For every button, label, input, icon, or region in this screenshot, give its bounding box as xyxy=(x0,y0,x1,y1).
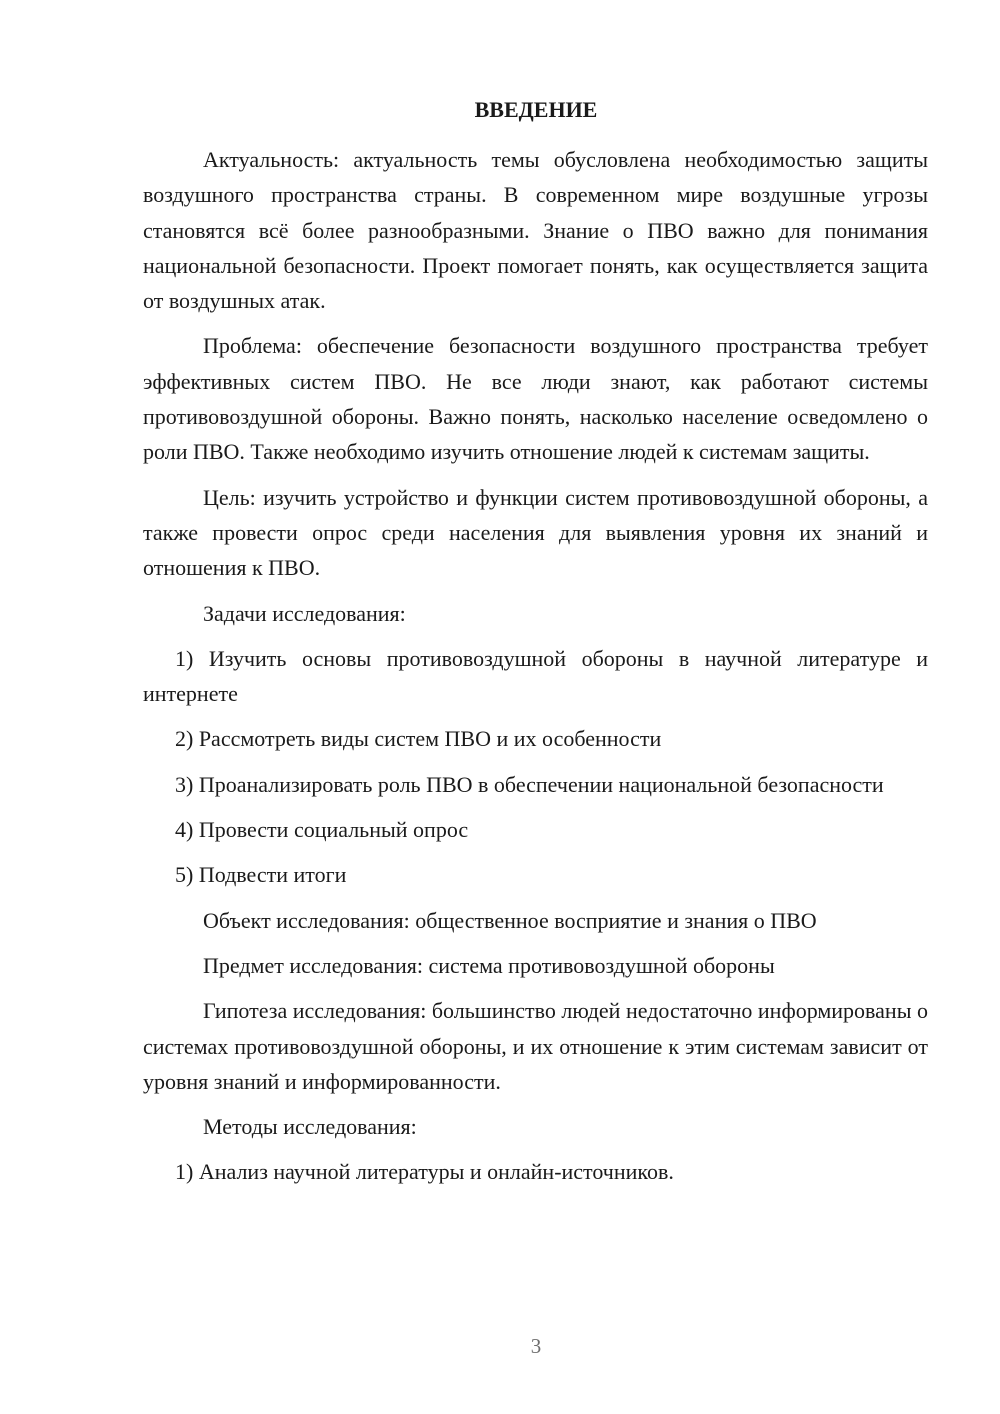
paragraph-object: Объект исследования: общественное восприятие и знания о ПВО xyxy=(203,907,817,933)
page-number: 3 xyxy=(530,1334,542,1358)
paragraph-subject: Предмет исследования: система противовоздушной обороны xyxy=(203,952,775,978)
page-title: ВВЕДЕНИЕ xyxy=(474,97,598,122)
paragraph-problem: Проблема: обеспечение безопасности воздушного пространства требует эффективных систем ПВО. Не все люди знают, как работают системы противовоздушной обороны. Важно понять, насколько население осведомлено о роли ПВО. Также необходимо изучить отношение людей к системам защиты. xyxy=(143,333,928,465)
paragraph-goal: Цель: изучить устройство и функции систем противовоздушной обороны, а также провести опрос среди населения для выявления уровня их знаний и отношения к ПВО. xyxy=(143,484,928,581)
paragraph-hypothesis: Гипотеза исследования: большинство людей недостаточно информированы о системах противовоздушной обороны, и их отношение к этим системам зависит от уровня знаний и информированности. xyxy=(143,998,928,1094)
document-body xyxy=(143,142,928,1200)
list-item: 1) Изучить основы противовоздушной обороны в научной литературе и интернете xyxy=(143,645,928,707)
paragraph-relevance: Актуальность: актуальность темы обусловлена необходимостью защиты воздушного пространства страны. В современном мире воздушные угрозы становятся всё более разнообразными. Знание о ПВО важно для понимания национальной безопасности. Проект помогает понять, как осуществляется защита от воздушных атак. xyxy=(143,147,928,314)
paragraph-methods-heading: Методы исследования: xyxy=(203,1114,417,1140)
list-item: 1) Анализ научной литературы и онлайн-источников. xyxy=(175,1159,674,1185)
list-item: 3) Проанализировать роль ПВО в обеспечении национальной безопасности xyxy=(175,771,884,797)
list-item: 4) Провести социальный опрос xyxy=(175,817,469,843)
list-item: 2) Рассмотреть виды систем ПВО и их особенности xyxy=(175,726,662,752)
list-item: 5) Подвести итоги xyxy=(175,862,347,888)
paragraph-tasks-heading: Задачи исследования: xyxy=(203,600,406,626)
